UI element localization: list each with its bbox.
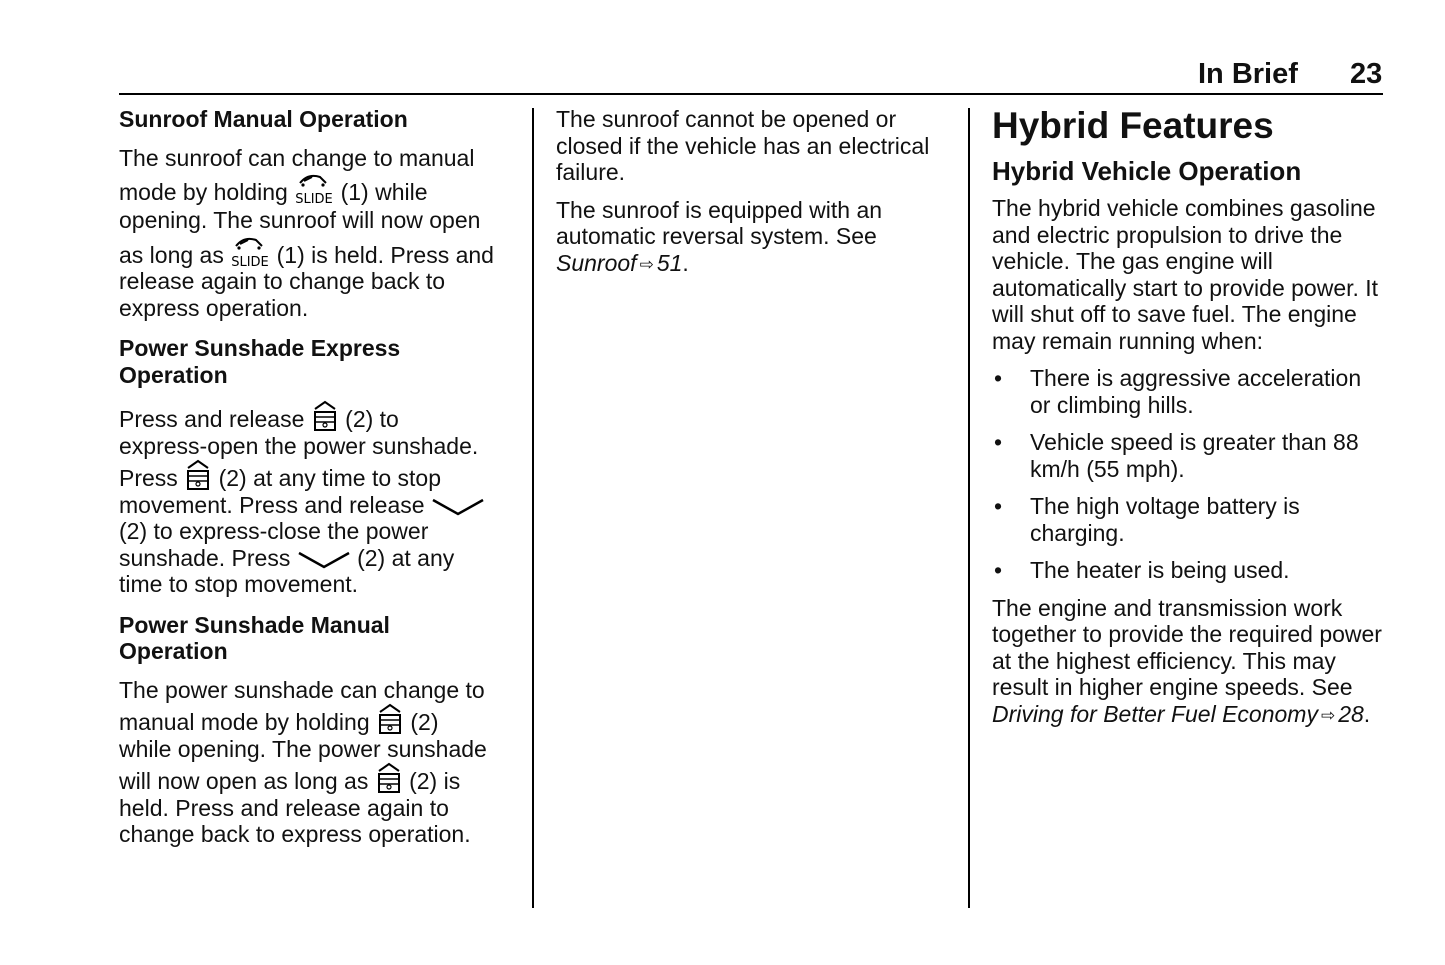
column-1 — [119, 106, 519, 859]
bullet-icon: • — [994, 429, 1003, 455]
heading-sunshade-express: Power Sunshade Express Operation — [119, 335, 401, 388]
column-divider-1 — [532, 108, 534, 908]
column-2 — [556, 106, 951, 289]
section-title: In Brief — [1198, 58, 1298, 90]
page-ref-arrow-icon: ⇨ — [639, 254, 654, 274]
sunshade-open-icon — [375, 762, 403, 794]
paragraph-sunroof-manual: The sunroof can change to manual mode by holding SLIDE (1) while opening. The sunroof will now open as long as SLIDE (1) is held. Press and release again to change back to express operation. — [119, 144, 494, 321]
column-divider-2 — [968, 108, 970, 908]
page-number: 23 — [1350, 58, 1383, 90]
paragraph-auto-reversal: The sunroof is equipped with an automatic reversal system. See Sunroof ⇨ 51. — [556, 197, 951, 279]
bullet-icon: • — [994, 557, 1003, 583]
bullet-icon: • — [994, 493, 1003, 519]
sunroof-slide-icon — [294, 171, 334, 205]
page-ref-arrow-icon: ⇨ — [1320, 705, 1336, 725]
engine-running-list — [992, 365, 1387, 584]
heading-hybrid-features: Hybrid Features — [992, 105, 1274, 146]
sunshade-close-icon — [431, 496, 485, 518]
sunshade-close-icon — [297, 549, 351, 571]
paragraph-sunshade-manual: The power sunshade can change to manual mode by holding (2) while opening. The power sunshade will now open as long as (2) is held. Press and release again to change back to express operation. — [119, 676, 487, 847]
xref-fuel-economy-link[interactable]: Driving for Better Fuel Economy ⇨ 28 — [992, 701, 1364, 727]
sunshade-open-icon — [376, 703, 404, 735]
heading-sunshade-manual: Power Sunshade Manual Operation — [119, 611, 390, 664]
sunshade-open-icon — [311, 400, 339, 432]
heading-sunroof-manual: Sunroof Manual Operation — [119, 106, 408, 132]
list-item: • Vehicle speed is greater than 88 km/h (55 mph). — [994, 429, 1359, 482]
bullet-icon: • — [994, 365, 1003, 391]
header-rule — [119, 93, 1383, 95]
list-item: • The heater is being used. — [994, 557, 1290, 583]
svg-text:SLIDE: SLIDE — [231, 254, 270, 268]
heading-hybrid-operation: Hybrid Vehicle Operation — [992, 156, 1302, 186]
paragraph-hybrid-intro: The hybrid vehicle combines gasoline and electric propulsion to drive the vehicle. The gas engine will automatically start to provide power. It will shut off to save fuel. The engine may remain running when: — [992, 195, 1379, 354]
svg-text:SLIDE: SLIDE — [295, 192, 333, 205]
paragraph-hybrid-outro: The engine and transmission work together to provide the required power at the highest efficiency. This may result in higher engine speeds. See Driving for Better Fuel Economy ⇨ 28. — [992, 595, 1387, 730]
list-item: • There is aggressive acceleration or climbing hills. — [994, 365, 1362, 418]
sunshade-open-icon — [184, 459, 212, 491]
xref-sunroof-link[interactable]: Sunroof ⇨ 51 — [556, 250, 682, 276]
sunroof-slide-icon — [230, 234, 270, 268]
column-3 — [992, 106, 1387, 740]
paragraph-electrical-failure: The sunroof cannot be opened or closed if the vehicle has an electrical failure. — [556, 106, 930, 185]
list-item: • The high voltage battery is charging. — [994, 493, 1300, 546]
paragraph-sunshade-express: Press and release (2) to express-open the power sunshade. Press (2) at any time to stop movement. Press and release (2) to express-close the power sunshade. Press (2) at any time to stop movement. — [119, 400, 519, 598]
